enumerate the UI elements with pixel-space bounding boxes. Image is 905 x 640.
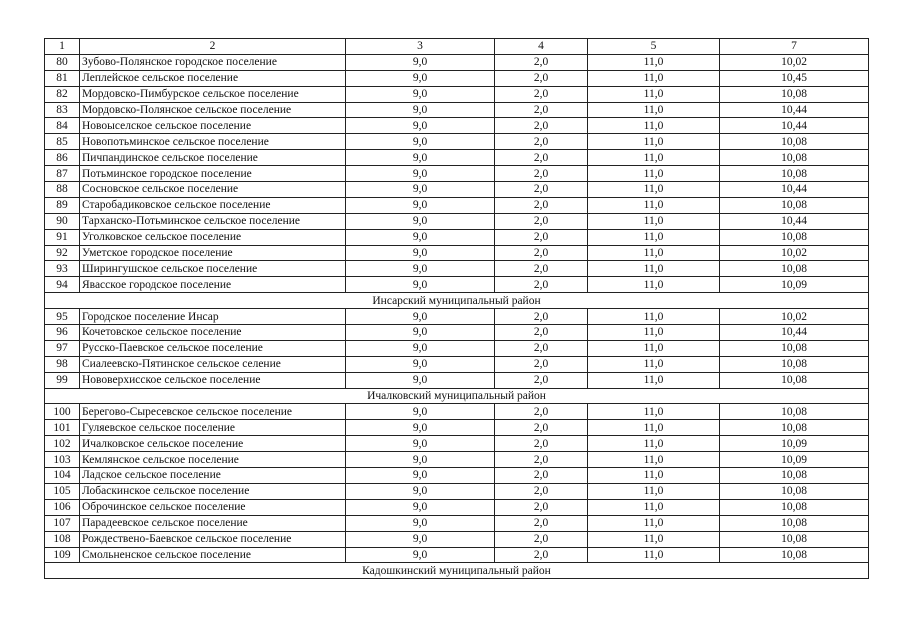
value-col7: 10,02 bbox=[720, 54, 869, 70]
table-row bbox=[45, 483, 869, 499]
settlement-name: Сиалеевско-Пятинское сельское селение bbox=[80, 356, 346, 372]
table-row bbox=[45, 118, 869, 134]
row-number: 95 bbox=[45, 309, 80, 325]
value-col4: 2,0 bbox=[495, 404, 588, 420]
table-row bbox=[45, 197, 869, 213]
value-col3: 9,0 bbox=[346, 134, 495, 150]
table-row bbox=[45, 134, 869, 150]
row-number: 89 bbox=[45, 197, 80, 213]
value-col4: 2,0 bbox=[495, 468, 588, 484]
row-number: 105 bbox=[45, 483, 80, 499]
table-row bbox=[45, 86, 869, 102]
value-col5: 11,0 bbox=[588, 468, 720, 484]
settlement-name: Берегово-Сыресевское сельское поселение bbox=[80, 404, 346, 420]
table-row bbox=[45, 261, 869, 277]
value-col7: 10,45 bbox=[720, 70, 869, 86]
value-col3: 9,0 bbox=[346, 229, 495, 245]
table-row bbox=[45, 54, 869, 70]
value-col5: 11,0 bbox=[588, 404, 720, 420]
value-col3: 9,0 bbox=[346, 420, 495, 436]
value-col4: 2,0 bbox=[495, 452, 588, 468]
value-col3: 9,0 bbox=[346, 197, 495, 213]
row-number: 92 bbox=[45, 245, 80, 261]
value-col7: 10,08 bbox=[720, 229, 869, 245]
value-col4: 2,0 bbox=[495, 197, 588, 213]
settlement-name: Мордовско-Пимбурское сельское поселение bbox=[80, 86, 346, 102]
value-col7: 10,09 bbox=[720, 436, 869, 452]
row-number: 103 bbox=[45, 452, 80, 468]
region-row bbox=[45, 293, 869, 309]
value-col3: 9,0 bbox=[346, 166, 495, 182]
value-col4: 2,0 bbox=[495, 150, 588, 166]
settlement-name: Гуляевское сельское поселение bbox=[80, 420, 346, 436]
table-row bbox=[45, 309, 869, 325]
value-col5: 11,0 bbox=[588, 102, 720, 118]
value-col3: 9,0 bbox=[346, 483, 495, 499]
value-col3: 9,0 bbox=[346, 340, 495, 356]
settlement-name: Мордовско-Полянское сельское поселение bbox=[80, 102, 346, 118]
value-col5: 11,0 bbox=[588, 309, 720, 325]
table-row bbox=[45, 499, 869, 515]
settlement-name: Оброчинское сельское поселение bbox=[80, 499, 346, 515]
value-col4: 2,0 bbox=[495, 499, 588, 515]
table-body bbox=[45, 39, 869, 579]
header-cell: 4 bbox=[495, 39, 588, 55]
value-col4: 2,0 bbox=[495, 277, 588, 293]
value-col5: 11,0 bbox=[588, 54, 720, 70]
value-col4: 2,0 bbox=[495, 483, 588, 499]
value-col7: 10,44 bbox=[720, 213, 869, 229]
value-col5: 11,0 bbox=[588, 499, 720, 515]
header-cell: 3 bbox=[346, 39, 495, 55]
row-number: 104 bbox=[45, 468, 80, 484]
value-col7: 10,08 bbox=[720, 86, 869, 102]
value-col4: 2,0 bbox=[495, 54, 588, 70]
table-row bbox=[45, 182, 869, 198]
value-col5: 11,0 bbox=[588, 420, 720, 436]
value-col3: 9,0 bbox=[346, 70, 495, 86]
row-number: 101 bbox=[45, 420, 80, 436]
value-col4: 2,0 bbox=[495, 372, 588, 388]
value-col5: 11,0 bbox=[588, 531, 720, 547]
value-col3: 9,0 bbox=[346, 102, 495, 118]
value-col4: 2,0 bbox=[495, 182, 588, 198]
value-col3: 9,0 bbox=[346, 325, 495, 341]
value-col4: 2,0 bbox=[495, 86, 588, 102]
value-col3: 9,0 bbox=[346, 547, 495, 563]
settlement-name: Новопотьминское сельское поселение bbox=[80, 134, 346, 150]
settlement-name: Леплейское сельское поселение bbox=[80, 70, 346, 86]
value-col4: 2,0 bbox=[495, 102, 588, 118]
settlement-name: Городское поселение Инсар bbox=[80, 309, 346, 325]
table-row bbox=[45, 515, 869, 531]
value-col5: 11,0 bbox=[588, 325, 720, 341]
settlement-name: Кемлянское сельское поселение bbox=[80, 452, 346, 468]
value-col4: 2,0 bbox=[495, 166, 588, 182]
row-number: 88 bbox=[45, 182, 80, 198]
value-col7: 10,08 bbox=[720, 499, 869, 515]
value-col5: 11,0 bbox=[588, 182, 720, 198]
table-row bbox=[45, 229, 869, 245]
settlement-name: Рождествено-Баевское сельское поселение bbox=[80, 531, 346, 547]
header-cell: 1 bbox=[45, 39, 80, 55]
row-number: 107 bbox=[45, 515, 80, 531]
value-col5: 11,0 bbox=[588, 547, 720, 563]
row-number: 83 bbox=[45, 102, 80, 118]
value-col5: 11,0 bbox=[588, 261, 720, 277]
settlement-name: Смольненское сельское поселение bbox=[80, 547, 346, 563]
value-col5: 11,0 bbox=[588, 245, 720, 261]
value-col4: 2,0 bbox=[495, 70, 588, 86]
value-col3: 9,0 bbox=[346, 404, 495, 420]
table-row bbox=[45, 452, 869, 468]
value-col4: 2,0 bbox=[495, 531, 588, 547]
row-number: 82 bbox=[45, 86, 80, 102]
row-number: 80 bbox=[45, 54, 80, 70]
value-col3: 9,0 bbox=[346, 515, 495, 531]
value-col7: 10,08 bbox=[720, 340, 869, 356]
settlement-name: Ширингушское сельское поселение bbox=[80, 261, 346, 277]
value-col5: 11,0 bbox=[588, 70, 720, 86]
table-row bbox=[45, 70, 869, 86]
value-col5: 11,0 bbox=[588, 134, 720, 150]
value-col5: 11,0 bbox=[588, 118, 720, 134]
settlement-name: Пичпандинское сельское поселение bbox=[80, 150, 346, 166]
row-number: 108 bbox=[45, 531, 80, 547]
value-col5: 11,0 bbox=[588, 150, 720, 166]
value-col7: 10,08 bbox=[720, 547, 869, 563]
region-title: Инсарский муниципальный район bbox=[45, 293, 869, 309]
value-col7: 10,08 bbox=[720, 404, 869, 420]
value-col5: 11,0 bbox=[588, 483, 720, 499]
value-col7: 10,02 bbox=[720, 245, 869, 261]
value-col5: 11,0 bbox=[588, 166, 720, 182]
table-row bbox=[45, 356, 869, 372]
row-number: 97 bbox=[45, 340, 80, 356]
value-col4: 2,0 bbox=[495, 118, 588, 134]
table-row bbox=[45, 102, 869, 118]
value-col7: 10,44 bbox=[720, 182, 869, 198]
value-col5: 11,0 bbox=[588, 340, 720, 356]
row-number: 94 bbox=[45, 277, 80, 293]
value-col3: 9,0 bbox=[346, 86, 495, 102]
value-col5: 11,0 bbox=[588, 277, 720, 293]
value-col5: 11,0 bbox=[588, 86, 720, 102]
value-col5: 11,0 bbox=[588, 213, 720, 229]
table-row bbox=[45, 468, 869, 484]
value-col4: 2,0 bbox=[495, 261, 588, 277]
settlement-name: Явасское городское поселение bbox=[80, 277, 346, 293]
value-col3: 9,0 bbox=[346, 356, 495, 372]
row-number: 100 bbox=[45, 404, 80, 420]
value-col7: 10,08 bbox=[720, 531, 869, 547]
value-col5: 11,0 bbox=[588, 436, 720, 452]
value-col7: 10,08 bbox=[720, 420, 869, 436]
value-col4: 2,0 bbox=[495, 309, 588, 325]
value-col7: 10,44 bbox=[720, 102, 869, 118]
value-col3: 9,0 bbox=[346, 452, 495, 468]
value-col7: 10,08 bbox=[720, 468, 869, 484]
table-row bbox=[45, 213, 869, 229]
value-col4: 2,0 bbox=[495, 229, 588, 245]
value-col7: 10,08 bbox=[720, 515, 869, 531]
row-number: 106 bbox=[45, 499, 80, 515]
region-title: Кадошкинский муниципальный район bbox=[45, 563, 869, 579]
value-col4: 2,0 bbox=[495, 356, 588, 372]
region-row bbox=[45, 563, 869, 579]
value-col7: 10,08 bbox=[720, 483, 869, 499]
value-col3: 9,0 bbox=[346, 436, 495, 452]
value-col4: 2,0 bbox=[495, 340, 588, 356]
value-col7: 10,08 bbox=[720, 197, 869, 213]
value-col4: 2,0 bbox=[495, 515, 588, 531]
table-row bbox=[45, 245, 869, 261]
region-title: Ичалковский муниципальный район bbox=[45, 388, 869, 404]
row-number: 99 bbox=[45, 372, 80, 388]
row-number: 85 bbox=[45, 134, 80, 150]
value-col4: 2,0 bbox=[495, 547, 588, 563]
settlement-name: Нововерхисское сельское поселение bbox=[80, 372, 346, 388]
table-row bbox=[45, 150, 869, 166]
value-col3: 9,0 bbox=[346, 182, 495, 198]
value-col3: 9,0 bbox=[346, 245, 495, 261]
value-col3: 9,0 bbox=[346, 54, 495, 70]
value-col4: 2,0 bbox=[495, 436, 588, 452]
value-col3: 9,0 bbox=[346, 213, 495, 229]
settlement-name: Сосновское сельское поселение bbox=[80, 182, 346, 198]
row-number: 96 bbox=[45, 325, 80, 341]
value-col7: 10,44 bbox=[720, 325, 869, 341]
table-row bbox=[45, 372, 869, 388]
value-col5: 11,0 bbox=[588, 515, 720, 531]
value-col4: 2,0 bbox=[495, 325, 588, 341]
table-row bbox=[45, 277, 869, 293]
table-row bbox=[45, 404, 869, 420]
value-col7: 10,02 bbox=[720, 309, 869, 325]
settlement-name: Русско-Паевское сельское поселение bbox=[80, 340, 346, 356]
value-col7: 10,08 bbox=[720, 261, 869, 277]
settlement-name: Парадеевское сельское поселение bbox=[80, 515, 346, 531]
value-col4: 2,0 bbox=[495, 245, 588, 261]
row-number: 102 bbox=[45, 436, 80, 452]
value-col7: 10,08 bbox=[720, 134, 869, 150]
value-col7: 10,09 bbox=[720, 277, 869, 293]
settlement-name: Потьминское городское поселение bbox=[80, 166, 346, 182]
row-number: 91 bbox=[45, 229, 80, 245]
header-cell: 2 bbox=[80, 39, 346, 55]
settlement-name: Уметское городское поселение bbox=[80, 245, 346, 261]
header-cell: 7 bbox=[720, 39, 869, 55]
settlement-name: Ладское сельское поселение bbox=[80, 468, 346, 484]
value-col3: 9,0 bbox=[346, 277, 495, 293]
value-col5: 11,0 bbox=[588, 197, 720, 213]
table-row bbox=[45, 325, 869, 341]
settlement-name: Лобаскинское сельское поселение bbox=[80, 483, 346, 499]
settlement-name: Уголковское сельское поселение bbox=[80, 229, 346, 245]
value-col5: 11,0 bbox=[588, 452, 720, 468]
row-number: 81 bbox=[45, 70, 80, 86]
value-col4: 2,0 bbox=[495, 134, 588, 150]
table-row bbox=[45, 531, 869, 547]
value-col5: 11,0 bbox=[588, 229, 720, 245]
value-col7: 10,08 bbox=[720, 356, 869, 372]
region-row bbox=[45, 388, 869, 404]
value-col3: 9,0 bbox=[346, 309, 495, 325]
table-row bbox=[45, 166, 869, 182]
value-col7: 10,08 bbox=[720, 372, 869, 388]
value-col7: 10,09 bbox=[720, 452, 869, 468]
value-col7: 10,08 bbox=[720, 166, 869, 182]
settlement-name: Старобадиковское сельское поселение bbox=[80, 197, 346, 213]
table-row bbox=[45, 436, 869, 452]
value-col5: 11,0 bbox=[588, 372, 720, 388]
value-col3: 9,0 bbox=[346, 372, 495, 388]
row-number: 87 bbox=[45, 166, 80, 182]
value-col3: 9,0 bbox=[346, 150, 495, 166]
value-col4: 2,0 bbox=[495, 420, 588, 436]
row-number: 93 bbox=[45, 261, 80, 277]
row-number: 98 bbox=[45, 356, 80, 372]
tariff-table bbox=[44, 38, 869, 579]
table-row bbox=[45, 420, 869, 436]
settlement-name: Кочетовское сельское поселение bbox=[80, 325, 346, 341]
settlement-name: Новоыселское сельское поселение bbox=[80, 118, 346, 134]
value-col7: 10,44 bbox=[720, 118, 869, 134]
settlement-name: Зубово-Полянское городское поселение bbox=[80, 54, 346, 70]
row-number: 109 bbox=[45, 547, 80, 563]
value-col5: 11,0 bbox=[588, 356, 720, 372]
header-row bbox=[45, 39, 869, 55]
value-col3: 9,0 bbox=[346, 261, 495, 277]
row-number: 86 bbox=[45, 150, 80, 166]
value-col3: 9,0 bbox=[346, 468, 495, 484]
row-number: 84 bbox=[45, 118, 80, 134]
row-number: 90 bbox=[45, 213, 80, 229]
value-col3: 9,0 bbox=[346, 531, 495, 547]
settlement-name: Ичалковское сельское поселение bbox=[80, 436, 346, 452]
table-row bbox=[45, 547, 869, 563]
value-col4: 2,0 bbox=[495, 213, 588, 229]
settlement-name: Тарханско-Потьминское сельское поселение bbox=[80, 213, 346, 229]
table-row bbox=[45, 340, 869, 356]
value-col3: 9,0 bbox=[346, 499, 495, 515]
header-cell: 5 bbox=[588, 39, 720, 55]
value-col3: 9,0 bbox=[346, 118, 495, 134]
value-col7: 10,08 bbox=[720, 150, 869, 166]
